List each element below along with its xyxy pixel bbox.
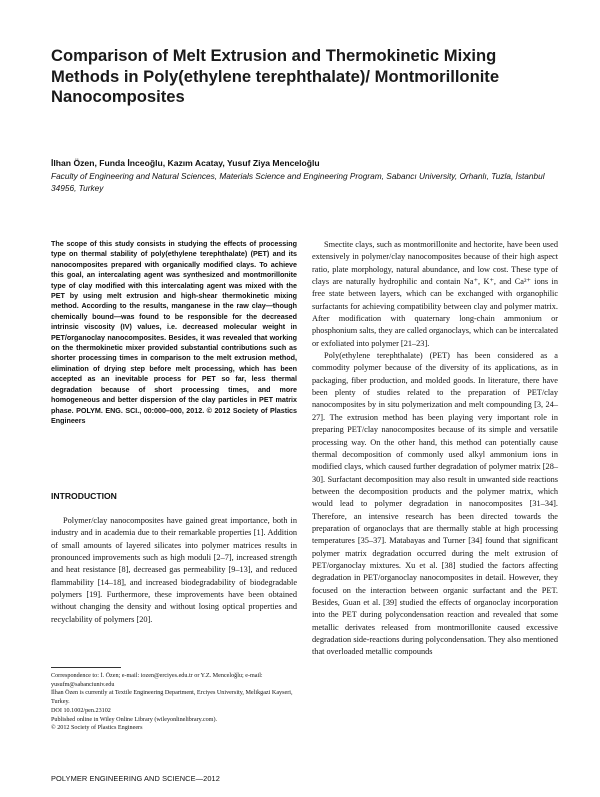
footnotes [51,672,299,733]
abstract: The scope of this study consists in studying the effects of processing type on thermal stability of poly(ethylene terephthalate) (PET) and its nanocomposites prepared with organically modified clays. To achieve this goal, an intercalating agent was synthesized and montmorillonite type of clay modified with this intercalating agent was mixed with the PET by using melt extrusion and high-shear thermokinetic mixing method. According to the results, manganese in the raw clay—though chemically bound—was found to be responsible for the decreased intrinsic viscosity (IV) values, i.e. decreased molecular weight in PET/organoclay nanocomposites. Besides, it was revealed that working on the thermokinetic mixer provided substantial contributions such as shorter processing times in comparison to the melt extrusion method, elimination of drying step before melt processing, which has been accepted as an inevitable process for PET so far, less thermal degradation because of short processing times, and more homogeneous and better dispersion of the clay particles in PET matrix phase. POLYM. ENG. SCI., 00:000–000, 2012. © 2012 Society of Plastics Engineers [51,240,297,425]
introduction-text [51,515,297,626]
journal-footer: POLYMER ENGINEERING AND SCIENCE—2012 [51,774,220,783]
section-heading-introduction: INTRODUCTION [51,491,117,501]
copyright-note: © 2012 Society of Plastics Engineers [51,725,143,732]
affiliation: Faculty of Engineering and Natural Sciences, Materials Science and Engineering Program, Sabancı University, Orhanlı, Tuzla, İstanbul 34956, Turkey [51,171,545,193]
right-paragraph-2: Poly(ethylene terephthalate) (PET) has been considered as a commodity polymer because of the diversity of its applications, as in packaging, fiber production, and molded goods. In literature, there have been plenty of studies related to the preparation of PET/clay nanocomposites by in situ polymerization and melt compounding [3, 24–27]. The extrusion method has been playing very important role in preparing PET/clay nanocomposites because of its simple and versatile processing way. On the other hand, this method can potentially cause thermal decomposition of commonly used alkyl ammonium ions in modified clays, which caused further degradation of polymer matrix [28–30]. Surfactant decomposition may also result in unwanted side reactions between the decomposition products and the polymer matrix, which would lead to polymer degradation in nanocomposites [31–34]. Therefore, an intensive research has been directed towards the preparation of organoclays that are thermally stable at high processing temperatures [35–37]. Matabayas and Turner [34] found that significant polymer matrix degradation occurred during the melt extrusion of PET/organoclay mixtures. Xu et al. [38] studied the factors affecting degradation in PET/organoclay nanocomposites in detail. However, they focused on the interaction between organic surfactant and the PET. Besides, Guan et al. [39] studied the effects of organoclay incorporation into the PET during polycondensation reaction and revealed that some metallic derivates released from montmorillonite caused excessive degradation side-reactions during polycondensation. They also mentioned that overloaded metallic compounds [312,351,558,657]
footnote-divider [51,667,121,668]
correspondence-note: Correspondence to: İ. Özen; e-mail: iozen@erciyes.edu.tr or Y.Z. Menceloğlu; e-mail: yusufm@sabanciuniv.edu [51,673,263,688]
doi-note: DOI 10.1002/pen.23102 [51,707,111,714]
current-address-note: İlhan Özen is currently at Textile Engineering Department, Erciyes University, Melikgazi Kayseri, Turkey. [51,690,293,706]
published-note: Published online in Wiley Online Library (wileyonlinelibrary.com). [51,716,218,723]
right-column [312,239,558,659]
introduction-paragraph: Polymer/clay nanocomposites have gained great importance, both in industry and in academia due to their remarkable properties [1]. Addition of small amounts of layered silicates into polymer matrices results in pronounced improvements such as high moduli [2–7], increased strength and heat resistance [8], decreased gas permeability [9–13], and reduced flammability [14–18], and increased biodegradability of biodegradable polymers [19]. Furthermore, these improvements have been obtained without changing the density and without losing optical properties and recyclability of polymers [20]. [51,516,297,624]
right-paragraph-1: Smectite clays, such as montmorillonite and hectorite, have been used extensively in polymer/clay nanocomposites because of their high aspect ratio, plate morphology, natural abundance, and low cost. These type of clays are naturally hydrophilic and contain Na⁺, K⁺, and Ca²⁺ ions in free state between layers, which can be exchanged with organophilic surfactants for achieving compatibility between clay and polymer matrix. After modification with quaternary long-chain ammonium or phosphonium salts, they are called organoclays, which can be intercalated or exfoliated into polymer [21–23]. [312,240,558,348]
paper-title: Comparison of Melt Extrusion and Thermokinetic Mixing Methods in Poly(ethylene terephthalate)/ Montmorillonite Nanocomposites [51,46,500,106]
author-list: İlhan Özen, Funda İnceoğlu, Kazım Acatay, Yusuf Ziya Menceloğlu [51,158,320,168]
